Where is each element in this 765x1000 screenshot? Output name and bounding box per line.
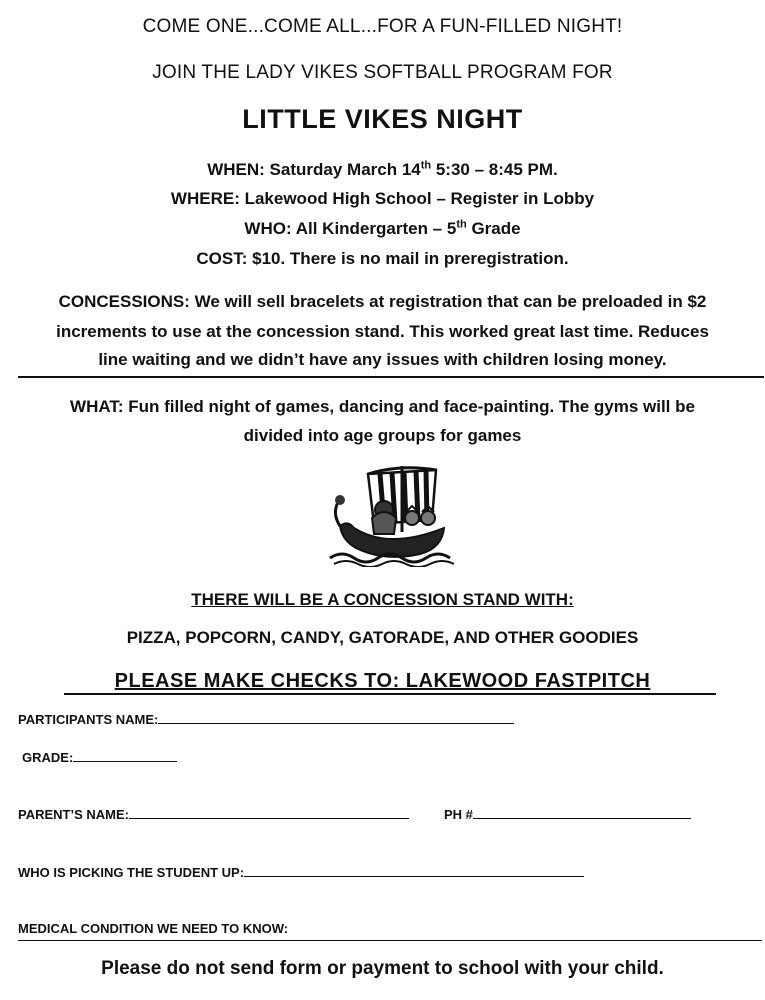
when-line [0, 160, 765, 180]
what-line-1: WHAT: Fun filled night of games, dancing and face-painting. The gyms will be [70, 397, 695, 416]
when-suffix: th [420, 159, 432, 172]
concessions-line-2: increments to use at the concession stand. This worked great last time. Reduces [56, 322, 709, 341]
who-line [0, 219, 765, 239]
grade-label: GRADE: [22, 750, 74, 765]
participant-name-field[interactable] [18, 711, 514, 727]
parent-name-line[interactable] [129, 806, 409, 819]
checks-payable-line: PLEASE MAKE CHECKS TO: LAKEWOOD FASTPITCH [114, 670, 651, 692]
grade-field[interactable] [22, 749, 177, 765]
grade-line[interactable] [73, 749, 177, 762]
participant-name-label: PARTICIPANTS NAME: [18, 712, 159, 727]
cost-line: COST: $10. There is no mail in preregistration. [196, 249, 569, 268]
event-title: LITTLE VIKES NIGHT [242, 104, 523, 134]
parent-name-label: PARENT’S NAME: [18, 807, 129, 822]
phone-label: PH # [444, 807, 473, 822]
phone-line[interactable] [473, 806, 691, 819]
divider-1 [18, 376, 764, 378]
header-line-1: COME ONE...COME ALL...FOR A FUN-FILLED NIGHT! [142, 16, 623, 37]
what-line-2: divided into age groups for games [243, 426, 522, 445]
concessions-line-1: CONCESSIONS: We will sell bracelets at registration that can be preloaded in $2 [58, 292, 707, 311]
when-time: 5:30 – 8:45 PM. [431, 160, 558, 179]
checks-underline [64, 693, 716, 695]
participant-name-line[interactable] [158, 711, 514, 724]
phone-field[interactable] [444, 806, 691, 822]
concession-stand-heading: THERE WILL BE A CONCESSION STAND WITH: [191, 590, 574, 609]
who-text: WHO: All Kindergarten – 5 [244, 219, 457, 238]
pickup-field[interactable] [18, 864, 584, 880]
concessions-line-3: line waiting and we didn’t have any issues with children losing money. [98, 350, 667, 369]
viking-ship-icon [328, 462, 458, 567]
who-suffix: th [456, 218, 467, 231]
medical-line[interactable] [18, 940, 762, 941]
who-grade: Grade [466, 219, 521, 238]
medical-field[interactable] [18, 921, 288, 936]
pickup-line[interactable] [244, 864, 584, 877]
footer-note: Please do not send form or payment to school with your child. [101, 958, 664, 979]
concession-items: PIZZA, POPCORN, CANDY, GATORADE, AND OTHER GOODIES [126, 628, 639, 647]
medical-label: MEDICAL CONDITION WE NEED TO KNOW: [18, 921, 289, 936]
where-line: WHERE: Lakewood High School – Register in Lobby [170, 189, 595, 208]
pickup-label: WHO IS PICKING THE STUDENT UP: [18, 865, 245, 880]
when-text: WHEN: Saturday March 14 [207, 160, 421, 179]
header-line-2: JOIN THE LADY VIKES SOFTBALL PROGRAM FOR [152, 62, 613, 83]
parent-name-field[interactable] [18, 806, 409, 822]
